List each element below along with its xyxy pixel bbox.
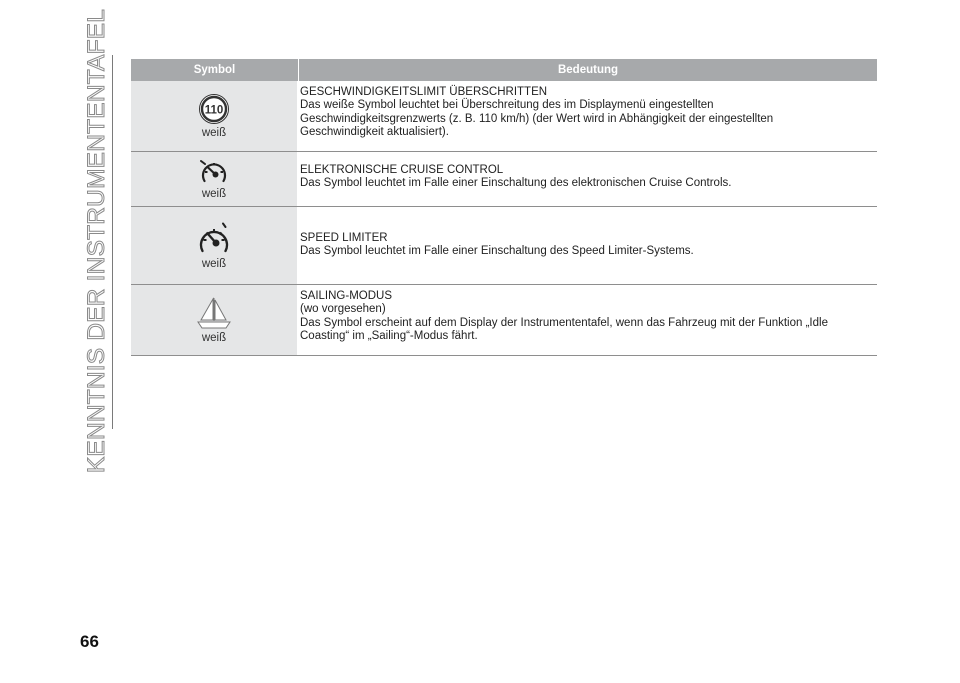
meaning-line: Geschwindigkeit aktualisiert).	[300, 126, 449, 139]
table-row	[131, 81, 877, 152]
meaning-cell	[298, 81, 877, 151]
table-row	[131, 152, 877, 207]
speed-limit-value: 110	[204, 104, 224, 117]
side-chapter-title	[83, 8, 110, 474]
speed-limiter-icon	[196, 222, 232, 256]
symbol-color-label: weiß	[201, 188, 227, 200]
table-row	[131, 207, 877, 285]
table-header	[131, 59, 877, 81]
symbol-color-label: weiß	[201, 257, 227, 270]
meaning-line: Geschwindigkeitsgrenzwerts (z. B. 110 km/h) (der Wert wird in Abhängigkeit der eingestellten	[300, 112, 774, 125]
cruise-control-icon	[199, 158, 229, 186]
speed-limit-110-icon	[198, 93, 230, 125]
symbol-cell	[131, 285, 298, 355]
side-chapter-title-text: KENNTNIS DER INSTRUMENTENTAFEL	[83, 8, 110, 474]
meaning-line: Das Symbol erscheint auf dem Display der Instrumententafel, wenn das Fahrzeug mit der Funktion „Idle	[300, 316, 828, 329]
symbol-cell	[131, 81, 298, 151]
meaning-title: SAILING-MODUS	[300, 290, 393, 302]
symbol-cell	[131, 152, 298, 206]
header-symbol: Symbol	[131, 59, 299, 81]
table-row	[131, 285, 877, 356]
meaning-line: Coasting“ im „Sailing“-Modus fährt.	[300, 330, 478, 343]
meaning-title: GESCHWINDIGKEITSLIMIT ÜBERSCHRITTEN	[300, 86, 548, 98]
meaning-line: Das Symbol leuchtet im Falle einer Einschaltung des Speed Limiter-Systems.	[300, 245, 694, 258]
symbol-color-label: weiß	[201, 127, 227, 139]
meaning-title: SPEED LIMITER	[300, 232, 388, 244]
symbol-color-label: weiß	[201, 332, 227, 344]
symbol-cell	[131, 207, 298, 284]
meaning-title: ELEKTRONISCHE CRUISE CONTROL	[300, 164, 504, 176]
header-meaning: Bedeutung	[557, 64, 619, 76]
meaning-line: Das weiße Symbol leuchtet bei Überschreitung des im Displaymenü eingestellten	[300, 99, 714, 112]
meaning-cell	[298, 207, 877, 284]
meaning-line: Das Symbol leuchtet im Falle einer Einschaltung des elektronischen Cruise Controls.	[300, 177, 732, 190]
meaning-cell	[298, 152, 877, 206]
meaning-line: (wo vorgesehen)	[300, 303, 386, 316]
side-divider	[112, 55, 113, 429]
page-number: 66	[80, 632, 99, 651]
sailing-mode-icon	[195, 296, 233, 330]
meaning-cell	[298, 285, 877, 355]
symbol-table	[131, 59, 877, 356]
